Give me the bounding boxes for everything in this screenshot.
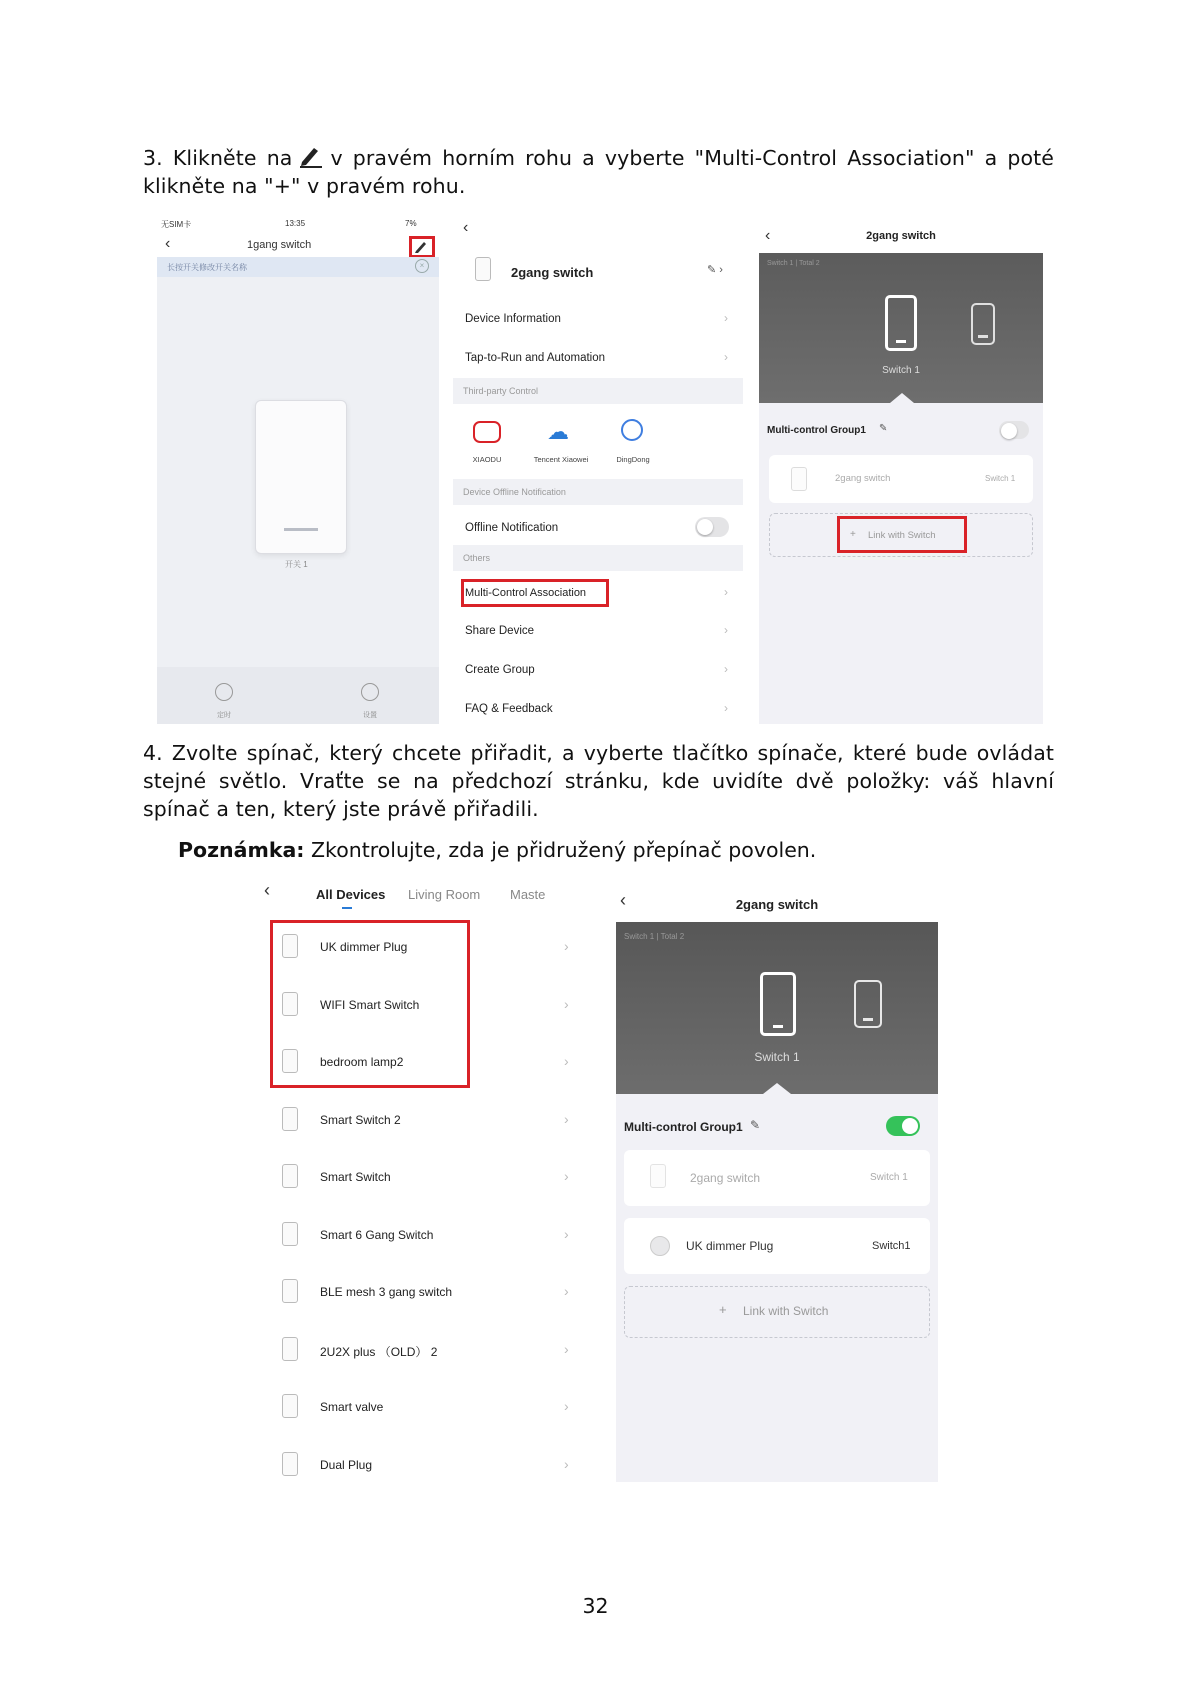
screenshot-device-list: [262, 880, 582, 1482]
note-label: Poznámka:: [178, 838, 305, 862]
device-list-item[interactable]: [262, 1388, 582, 1438]
chevron-right-icon: ›: [564, 1110, 569, 1127]
step3-text-start: 3. Klikněte na: [143, 146, 293, 170]
section-third-party: Third-party Control: [453, 378, 743, 404]
device-list-item-label: Smart 6 Gang Switch: [320, 1227, 434, 1242]
edit-group-icon[interactable]: ✎: [750, 1118, 761, 1132]
screenshot-multi-control-group: [759, 217, 1043, 724]
tencent-label: Tencent Xiaowei: [533, 455, 589, 464]
link-with-switch-button[interactable]: [837, 516, 967, 553]
device-list-item-label: WIFI Smart Switch: [320, 997, 420, 1012]
section-offline: Device Offline Notification: [453, 479, 743, 505]
hint-text: 长按开关修改开关名称: [167, 263, 247, 272]
switch-panel[interactable]: [255, 400, 347, 554]
device-list-item[interactable]: [262, 1331, 582, 1381]
edit-group-icon[interactable]: ✎: [879, 423, 888, 434]
group-label: Multi-control Group1: [767, 425, 866, 436]
switch-1-icon[interactable]: [885, 295, 917, 351]
device-list-item-label: UK dimmer Plug: [320, 940, 408, 954]
status-battery: 7%: [405, 219, 417, 228]
chevron-right-icon: ›: [564, 938, 569, 954]
row-offline-notification: Offline Notification: [465, 522, 559, 534]
step3-paragraph: [143, 144, 1054, 200]
device-thumbnail-icon: [282, 992, 298, 1016]
switch-2-icon[interactable]: [971, 303, 995, 345]
back-chevron-icon[interactable]: ‹: [463, 219, 469, 236]
chevron-right-icon: ›: [724, 350, 728, 364]
row-create-group[interactable]: Create Group: [465, 664, 535, 676]
device-list-item-label: Smart Switch 2: [320, 1112, 401, 1127]
settings-icon[interactable]: [361, 683, 379, 701]
section-others: Others: [453, 545, 743, 571]
note-text: Zkontrolujte, zda je přidružený přepínač povolen.: [304, 838, 817, 862]
device-list-item-label: Dual Plug: [320, 1457, 373, 1472]
screenshot-1gang-switch: [157, 217, 439, 724]
link-with-switch-button[interactable]: [624, 1286, 930, 1338]
switch-counter: Switch 1 | Total 2: [767, 260, 820, 267]
device-list-item[interactable]: [262, 1216, 582, 1266]
device-thumbnail-icon: [282, 1107, 298, 1131]
tab-all-devices[interactable]: All Devices: [316, 887, 386, 902]
chevron-right-icon: ›: [564, 1168, 569, 1184]
row-multi-control-association[interactable]: Multi-Control Association: [465, 587, 587, 599]
screenshot-group-result: [616, 880, 938, 1482]
switch-1-icon[interactable]: [760, 972, 796, 1036]
tencent-cloud-icon[interactable]: ☁: [547, 419, 569, 444]
page-number: 32: [582, 1594, 609, 1618]
device-list-item[interactable]: [262, 1101, 582, 1151]
edit-pencil-icon: [298, 144, 324, 168]
dingdong-icon[interactable]: [621, 419, 643, 441]
linked-device-card-1: [624, 1150, 930, 1206]
device-thumbnail: [791, 467, 807, 491]
step4-paragraph: 4. Zvolte spínač, který chcete přiřadit, a vyberte tlačítko spínače, které bude ovládat stejné světlo. Vraťte se na předchozí stránku, kde uvidíte dvě položky: váš hlavní spínač a ten, který jste právě přiřadili.: [143, 741, 1054, 821]
switch-2-icon[interactable]: [854, 980, 882, 1028]
switch-indicator: [284, 528, 318, 531]
screen3-title: 2gang switch: [866, 230, 936, 242]
edit-pencil-icon: [412, 239, 432, 255]
device-list-item[interactable]: [262, 1446, 582, 1483]
bottom-bar: [157, 667, 439, 724]
link-button-label: Link with Switch: [868, 530, 936, 541]
chevron-right-icon: ›: [564, 1283, 569, 1299]
linked-device-1-name: 2gang switch: [690, 1171, 761, 1185]
device-thumbnail-icon: [282, 1049, 298, 1073]
edit-name-icon[interactable]: ✎ ›: [707, 264, 723, 276]
linked-device-1-switch: Switch 1: [870, 1172, 908, 1183]
offline-notification-toggle[interactable]: [695, 517, 729, 537]
close-icon[interactable]: ×: [415, 259, 429, 273]
device-list-item-label: bedroom lamp2: [320, 1055, 404, 1069]
chevron-right-icon: ›: [724, 311, 728, 325]
device-thumbnail-icon: [282, 1452, 298, 1476]
linked-device-2-name: UK dimmer Plug: [686, 1239, 774, 1253]
device-list-item[interactable]: [262, 1043, 582, 1093]
chevron-right-icon: ›: [564, 1053, 569, 1069]
switch-counter: Switch 1 | Total 2: [624, 932, 685, 941]
selected-switch-label: Switch 1: [754, 1050, 800, 1064]
device-list-item-label: BLE mesh 3 gang switch: [320, 1285, 453, 1299]
status-carrier: 无SIM卡: [161, 220, 192, 229]
xiaodu-label: XIAODU: [472, 455, 502, 464]
row-device-information[interactable]: Device Information: [465, 313, 561, 325]
chevron-right-icon: ›: [564, 995, 569, 1012]
device-list-item[interactable]: [262, 928, 582, 978]
device-list-item[interactable]: [262, 1273, 582, 1323]
dingdong-label: DingDong: [616, 455, 650, 464]
settings-label: 设置: [363, 712, 377, 719]
screen1-title: 1gang switch: [247, 239, 312, 251]
timer-label: 定时: [217, 712, 231, 719]
device-list-item[interactable]: [262, 1158, 582, 1208]
note: [178, 836, 816, 864]
device-thumbnail: [650, 1164, 666, 1188]
device-name: 2gang switch: [511, 265, 594, 280]
group-toggle[interactable]: [886, 1116, 920, 1136]
xiaodu-icon[interactable]: [473, 421, 501, 443]
selected-switch-label: Switch 1: [882, 365, 920, 376]
device-list-item[interactable]: [262, 986, 582, 1036]
chevron-right-icon: ›: [564, 1398, 569, 1414]
chevron-right-icon: ›: [724, 701, 728, 715]
row-share-device[interactable]: Share Device: [465, 625, 535, 637]
device-list-item-label: Smart valve: [320, 1400, 384, 1414]
selector-pointer: [763, 1083, 791, 1094]
screen5-title: 2gang switch: [735, 897, 819, 912]
row-tap-to-run[interactable]: Tap-to-Run and Automation: [465, 352, 606, 364]
device-thumbnail: [475, 257, 491, 281]
back-chevron-icon[interactable]: ‹: [264, 880, 270, 900]
device-thumbnail-icon: [282, 1279, 298, 1303]
plus-icon: +: [850, 529, 856, 540]
group-label: Multi-control Group1: [624, 1120, 743, 1134]
chevron-right-icon: ›: [564, 1455, 569, 1472]
device-list-item-label: Smart Switch: [320, 1170, 391, 1184]
linked-device-card-2: [624, 1218, 930, 1274]
plus-icon: +: [719, 1302, 727, 1317]
chevron-right-icon: ›: [724, 623, 728, 637]
device-thumbnail-icon: [282, 1394, 298, 1418]
plug-thumbnail-icon: [650, 1236, 670, 1256]
tab-master[interactable]: Maste: [510, 887, 546, 902]
chevron-right-icon: ›: [724, 662, 728, 676]
status-time: 13:35: [285, 219, 306, 228]
switch-label: 开关 1: [285, 560, 308, 569]
tab-active-indicator: [342, 907, 352, 909]
link-button-label: Link with Switch: [743, 1304, 829, 1318]
linked-device-2-switch: Switch1: [872, 1240, 911, 1252]
linked-device-card: [769, 455, 1033, 503]
chevron-right-icon: ›: [724, 585, 728, 599]
back-chevron-icon[interactable]: ‹: [765, 227, 771, 244]
chevron-right-icon: ›: [564, 1225, 569, 1242]
screenshot-device-settings: [453, 217, 743, 724]
timer-icon[interactable]: [215, 683, 233, 701]
chevron-right-icon: ›: [564, 1340, 569, 1357]
group-toggle[interactable]: [999, 421, 1029, 439]
linked-device-switch: Switch 1: [985, 474, 1016, 483]
back-chevron-icon[interactable]: ‹: [620, 890, 626, 910]
step3-text-end: v pravém horním rohu a vyberte "Multi-Control Association" a poté klikněte na "+" v pravém rohu.: [143, 146, 1054, 198]
row-faq-feedback[interactable]: FAQ & Feedback: [465, 703, 553, 715]
linked-device-name: 2gang switch: [835, 473, 891, 484]
selector-pointer: [890, 393, 914, 403]
device-list-item-label: 2U2X plus （OLD） 2: [320, 1344, 438, 1359]
edit-button-highlight[interactable]: [409, 236, 435, 258]
back-chevron-icon[interactable]: ‹: [165, 235, 171, 252]
device-thumbnail-icon: [282, 1337, 298, 1361]
device-thumbnail-icon: [282, 1164, 298, 1188]
tab-living-room[interactable]: Living Room: [408, 887, 481, 902]
device-thumbnail-icon: [282, 934, 298, 958]
device-thumbnail-icon: [282, 1222, 298, 1246]
